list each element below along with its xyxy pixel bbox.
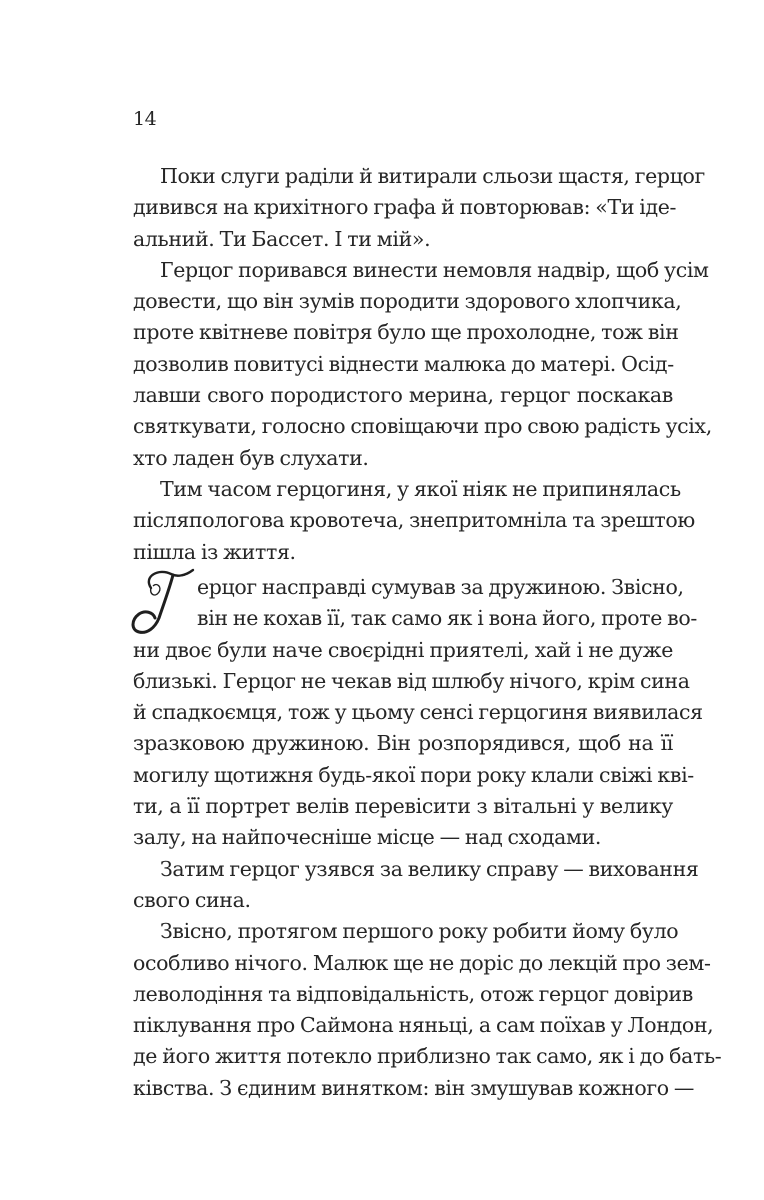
text-line: свого сина. [133,887,251,912]
text-line: піклування про Саймона няньці, а сам поїхав у Лондон, [133,1013,714,1038]
text-line: довести, що він зумів породити здорового хлопчика, [133,289,682,314]
paragraph [133,916,722,1104]
text-section-1 [133,161,712,568]
text-line: Тим часом герцогиня, у якої ніяк не припинялась [160,476,681,501]
text-line: він не кохав її, так само як і вона його, проте во- [197,606,697,631]
paragraph [133,474,695,568]
page-number: 14 [133,108,157,130]
paragraph [133,854,699,917]
text-line: Герцог поривався винести немовля надвір, щоб усім [160,257,709,282]
text-line: де його життя потекло приблизно так само, як і до бать- [133,1044,722,1069]
text-line: дивився на крихітного графа й повторював: «Ти іде- [133,195,677,220]
text-line: хто ладен був слухати. [133,445,369,470]
paragraph [133,161,705,255]
text-line: пішла із життя. [133,539,296,564]
text-line: Поки слуги раділи й витирали сльози щастя, герцог [160,164,705,188]
text-line: леволодіння та відповідальність, отож герцог довірив [133,981,693,1006]
text-line: й спадкоємця, тож у цьому сенсі герцогиня виявилася [133,700,703,725]
text-line: близькі. Герцог не чекав від шлюбу нічого, крім сина [133,668,690,693]
text-line: лавши свого породистого мерина, герцог поскакав [133,383,673,408]
paragraph [133,255,712,474]
text-section-2 [133,572,722,1104]
text-line: Затим герцог узявся за велику справу — виховання [160,856,699,881]
text-line: залу, на найпочесніше місце — над сходами. [133,825,602,850]
text-line: ти, а її портрет велів перевісити з вітальні у велику [133,794,673,819]
text-line: ківства. З єдиним винятком: він змушував кожного — [133,1075,695,1100]
drop-cap-script-g-icon [129,566,195,638]
text-line: післяпологова кровотеча, знепритомніла та зрештою [133,508,695,533]
text-line: особливо нічого. Малюк ще не доріс до лекцій про зем- [133,950,711,975]
text-line: могилу щотижня будь-якої пори року клали свіжі кві- [133,762,694,787]
text-line: святкувати, голосно сповіщаючи про свою радість усіх, [133,414,712,439]
text-line: ерцог насправді сумував за дружиною. Звісно, [197,575,684,599]
text-line: зразковою дружиною. Він розпорядився, щоб на її [133,731,673,756]
text-line: альний. Ти Бассет. І ти мій». [133,226,431,251]
paragraph [133,572,703,854]
text-line: дозволив повитусі віднести малюка до матері. Осід- [133,351,674,376]
text-line: проте квітневе повітря було ще прохолодне, тож він [133,320,679,345]
text-line: ни двоє були наче своєрідні приятелі, хай і не дуже [133,637,673,662]
text-line: Звісно, протягом першого року робити йому було [160,919,679,944]
